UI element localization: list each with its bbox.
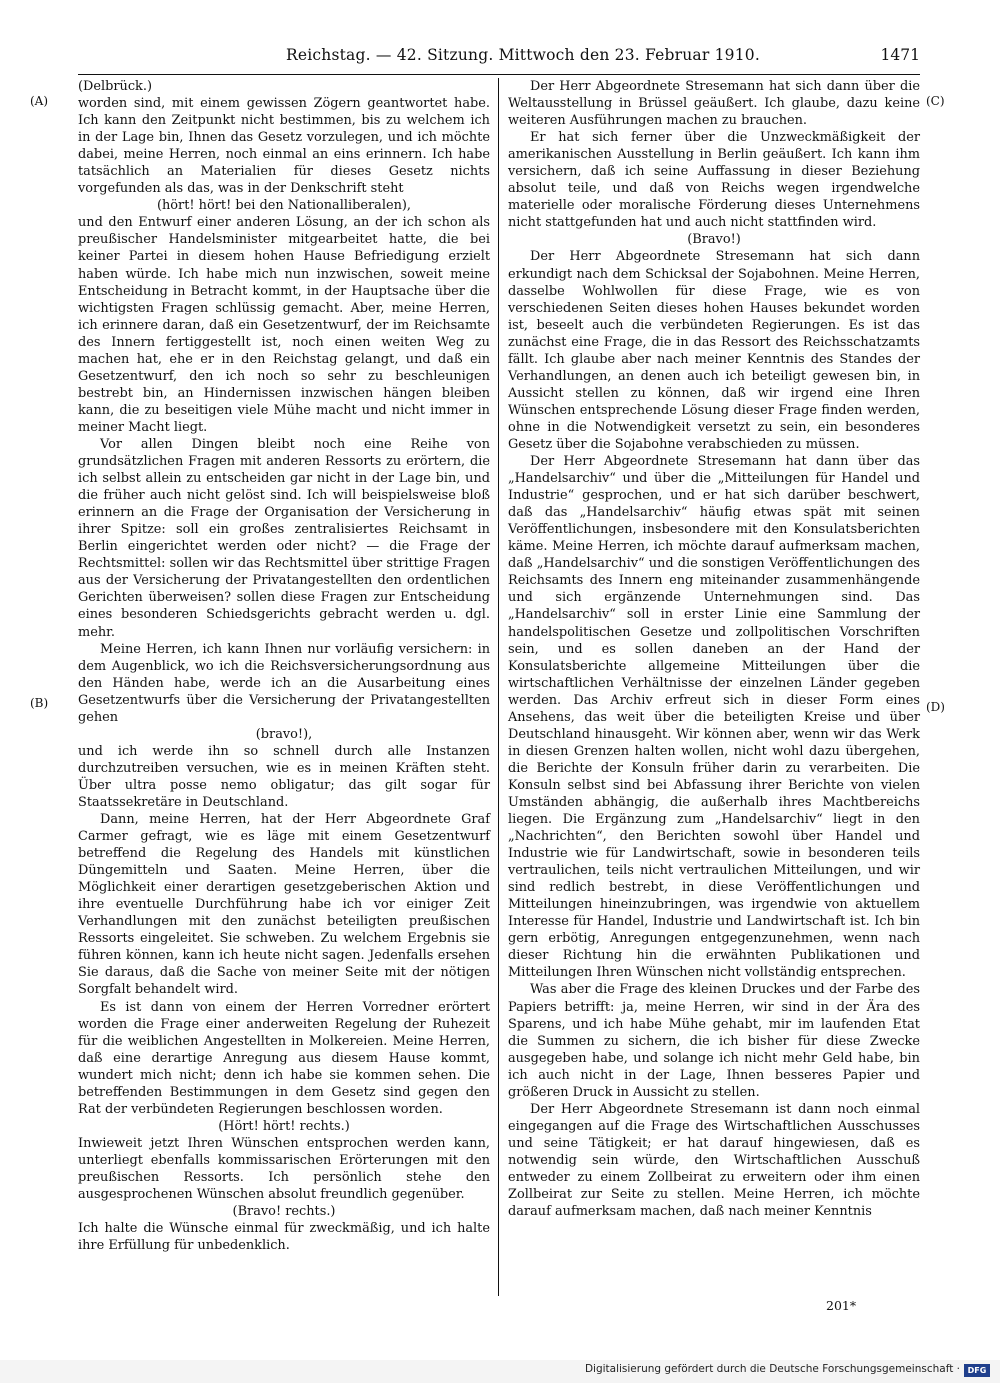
paragraph: Er hat sich ferner über die Unzweckmäßigkeit der amerikanischen Ausstellung in Berlin geäußert. Ich kann ihm versichern, daß ich seine Auffassung in dieser Beziehung absolut teile, und daß von Reichs wegen irgendwelche materielle oder moralische Förderung dieses Unternehmens nicht stattgefunden hat und auch nicht stattfinden wird.: [508, 130, 920, 231]
page-title: Reichstag. — 42. Sitzung. Mittwoch den 23. Februar 1910.: [286, 46, 760, 64]
paragraph: Der Herr Abgeordnete Stresemann hat dann über das „Handelsarchiv“ und über die „Mitteilungen für Handel und Industrie“ gesprochen, und er hat sich darüber beschwert, daß das „Handelsarchiv“ häufig etwas spät mit seinen Veröffentlichungen, insbesondere mit den Konsulatsberichten käme. Meine Herren, ich möchte darauf aufmerksam machen, daß „Handelsarchiv“ und die sonstigen Veröffentlichungen des Reichsamts des Innern eng miteinander zusammenhängende und sich ergänzende Unternehmungen sind. Das „Handelsarchiv“ soll in erster Linie eine Sammlung der handelspolitischen Gesetze und zollpolitischen Vorschriften sein, und es sollen daneben an der Hand der Konsulatsberichte allgemeine Mitteilungen über die wirtschaftlichen Verhältnisse der einzelnen Länder gegeben werden. Das Archiv erfreut sich in dieser Form eines Ansehens, das weit über die beteiligten Kreise und über Deutschland hinausgeht. Wir können aber, wenn wir das Werk in diesen Grenzen halten wollen, nicht wohl dazu übergehen, die Berichte der Konsuln früher darin zu verarbeiten. Die Konsuln selbst sind bei Abfassung ihrer Berichte von vielen Umständen abhängig, die außerhalb ihres Machtbereichs liegen. Die Ergänzung zum „Handelsarchiv“ liegt in den „Nachrichten“, den Berichten sowohl über Handel und Industrie wie für Landwirtschaft, sowie in besonderen teils vertraulichen, teils nicht vertraulichen Mitteilungen, und wir sind redlich bestrebt, in diese Veröffentlichungen und Mitteilungen hineinzubringen, was irgendwie von aktuellem Interesse für Handel, Industrie und Landwirtschaft ist. Ich bin gern erbötig, Anregungen entgegenzunehmen, wenn nach dieser Richtung hin die erwähnten Publikationen und Mitteilungen Ihren Wünschen nicht vollständig entsprechen.: [508, 454, 920, 981]
paragraph: Vor allen Dingen bleibt noch eine Reihe von grundsätzlichen Fragen mit anderen Ressorts zu erörtern, die ich selbst allein zu entscheiden gar nicht in der Lage bin, und die früher auch nicht gelöst sind. Ich will beispielsweise bloß erinnern an die Frage der Organisation der Versicherung in ihrer Spitze: soll ein großes zentralisiertes Reichsamt in Berlin eingerichtet werden oder nicht? — die Frage der Rechtsmittel: sollen wir das Rechtsmittel über strittige Fragen aus der Versicherung der Privatangestellten den ordentlichen Gerichten überweisen? sollen diese Fragen zur Entscheidung eines besonderen Schiedsgerichts gebracht werden u. dgl. mehr.: [78, 436, 490, 640]
margin-mark-a: (A): [30, 94, 49, 108]
interjection: (Bravo! rechts.): [232, 1204, 336, 1220]
paragraph: Inwieweit jetzt Ihren Wünschen entsprochen werden kann, unterliegt ebenfalls kommissarischen Erörterungen mit den preußischen Ressorts. Ich persönlich stehe den ausgesprochenen Wünschen absolut freundlich gegenüber.: [78, 1135, 490, 1203]
paragraph: Dann, meine Herren, hat der Herr Abgeordnete Graf Carmer gefragt, wie es läge mit einem Gesetzentwurf betreffend die Regelung des Handels mit künstlichen Düngemitteln und Saaten. Meine Herren, über die Möglichkeit einer derartigen gesetzgeberischen Aktion und ihre eventuelle Durchführung habe ich vor einiger Zeit Verhandlungen mit den zunächst beteiligten preußischen Ressorts eingeleitet. Sie schweben. Zu welchem Ergebnis sie führen können, kann ich heute nicht sagen. Jedenfalls ersehen Sie daraus, daß die Sache von meiner Seite mit der nötigen Sorgfalt behandelt wird.: [78, 812, 490, 998]
paragraph: Der Herr Abgeordnete Stresemann hat sich dann erkundigt nach dem Schicksal der Sojabohnen. Meine Herren, dasselbe Wohlwollen für diese Frage, wie es von verschiedenen Seiten dieses hohen Hauses bekundet worden ist, beseelt auch die verbündeten Regierungen. Es ist das zunächst eine Frage, die in das Ressort des Reichsschatzamts fällt. Ich glaube aber nach meiner Kenntnis des Standes der Verhandlungen, an denen auch ich beteiligt gewesen bin, in Aussicht stellen zu können, daß wir irgend eine Ihren Wünschen entsprechende Lösung dieser Frage finden werden, ohne in die Notwendigkeit versetzt zu sein, ein besonderes Gesetz über die Sojabohne verabschieden zu müssen.: [508, 249, 920, 452]
left-column: [78, 78, 490, 1254]
footer-credit: Digitalisierung gefördert durch die Deutsche Forschungsgemeinschaft ·: [584, 1363, 960, 1375]
margin-mark-d: (D): [926, 700, 945, 714]
paragraph: Der Herr Abgeordnete Stresemann hat sich dann über die Weltausstellung in Brüssel geäußert. Ich glaube, dazu keine weiteren Ausführungen machen zu brauchen.: [508, 79, 920, 129]
page-header: [78, 46, 920, 75]
signature-mark: 201*: [826, 1298, 857, 1313]
paragraph: Der Herr Abgeordnete Stresemann ist dann noch einmal eingegangen auf die Frage des Wirtschaftlichen Ausschusses und seine Tätigkeit; er hat darauf hingewiesen, daß es notwendig sein würde, den Wirtschaftlichen Ausschuß entweder zu einem Zollbeirat zu erweitern oder ihm einen Zollbeirat zur Seite zu stellen. Meine Herren, ich möchte darauf aufmerksam machen, daß nach meiner Kenntnis: [508, 1101, 920, 1220]
margin-mark-c: (C): [926, 94, 945, 108]
column-divider: [498, 78, 499, 1296]
margin-mark-b: (B): [30, 696, 49, 710]
dfg-logo: DFG: [964, 1364, 990, 1377]
interjection: (Hört! hört! rechts.): [218, 1118, 350, 1134]
paragraph: Es ist dann von einem der Herren Vorredner erörtert worden die Frage einer anderweiten Regelung der Ruhezeit für die weiblichen Angestellten in Molkereien. Meine Herren, daß eine derartige Anregung aus diesem Hause kommt, wundert mich nicht; denn ich habe sie kommen sehen. Die betreffenden Bestimmungen in dem Gesetz sind gegen den Rat der verbündeten Regierungen beschlossen worden.: [78, 999, 490, 1117]
paragraph: und ich werde ihn so schnell durch alle Instanzen durchzutreiben versuchen, wie es in meinen Kräften steht. Über ultra posse nemo obligatur; das gilt sogar für Staatssekretäre in Deutschland.: [78, 743, 490, 810]
paragraph: und den Entwurf einer anderen Lösung, an der ich schon als preußischer Handelsminister mitgearbeitet hatte, die bei keiner Partei in diesem hohen Hause Befriedigung erzielt haben würde. Ich habe mich nun inzwischen, soweit meine Entscheidung in Betracht kommt, in der Hauptsache über die wichtigsten Fragen schlüssig gemacht. Aber, meine Herren, ich erinnere daran, daß ein Gesetzentwurf, der im Reichsamte des Innern fertiggestellt ist, noch einen weiten Weg zu machen hat, ehe er in den Reichstag gelangt, und daß ein Gesetzentwurf, den ich noch so sehr zu beschleunigen bestrebt bin, an Hindernissen inzwischen hängen bleiben kann, die zu beseitigen viele Mühe macht und nicht immer in meiner Macht liegt.: [78, 215, 490, 435]
paragraph: Ich halte die Wünsche einmal für zweckmäßig, und ich halte ihre Erfüllung für unbedenklich.: [78, 1221, 490, 1254]
interjection: (hört! hört! bei den Nationalliberalen),: [156, 198, 412, 214]
paragraph: worden sind, mit einem gewissen Zögern geantwortet habe. Ich kann den Zeitpunkt nicht bestimmen, bis zu welchem ich in der Lage bin, Ihnen das Gesetz vorzulegen, und ich möchte dabei, meine Herren, noch einmal an eins erinnern. Ich habe tatsächlich an Materialien für dieses Gesetz nichts vorgefunden als das, was in der Denkschrift steht: [78, 96, 490, 197]
right-column: [508, 78, 920, 1220]
interjection: (bravo!),: [255, 726, 313, 742]
interjection: (Bravo!): [687, 232, 741, 248]
paragraph: Meine Herren, ich kann Ihnen nur vorläufig versichern: in dem Augenblick, wo ich die Reichsversicherungsordnung aus den Händen habe, werde ich an die Ausarbeitung eines Gesetzentwurfs über die Versicherung der Privatangestellten gehen: [78, 641, 490, 725]
paragraph: Was aber die Frage des kleinen Druckes und der Farbe des Papiers betrifft: ja, meine Herren, wir sind in der Ära des Sparens, und ich habe Mühe gehabt, mir im laufenden Etat die Summen zu sichern, die ich bisher für diese Zwecke ausgegeben habe, und solange ich nicht mehr Geld habe, bin ich auch nicht in der Lage, Ihnen besseres Papier und größeren Druck in Aussicht zu stellen.: [508, 982, 920, 1100]
page-number: 1471: [880, 46, 920, 64]
speaker-name: (Delbrück.): [78, 79, 152, 94]
